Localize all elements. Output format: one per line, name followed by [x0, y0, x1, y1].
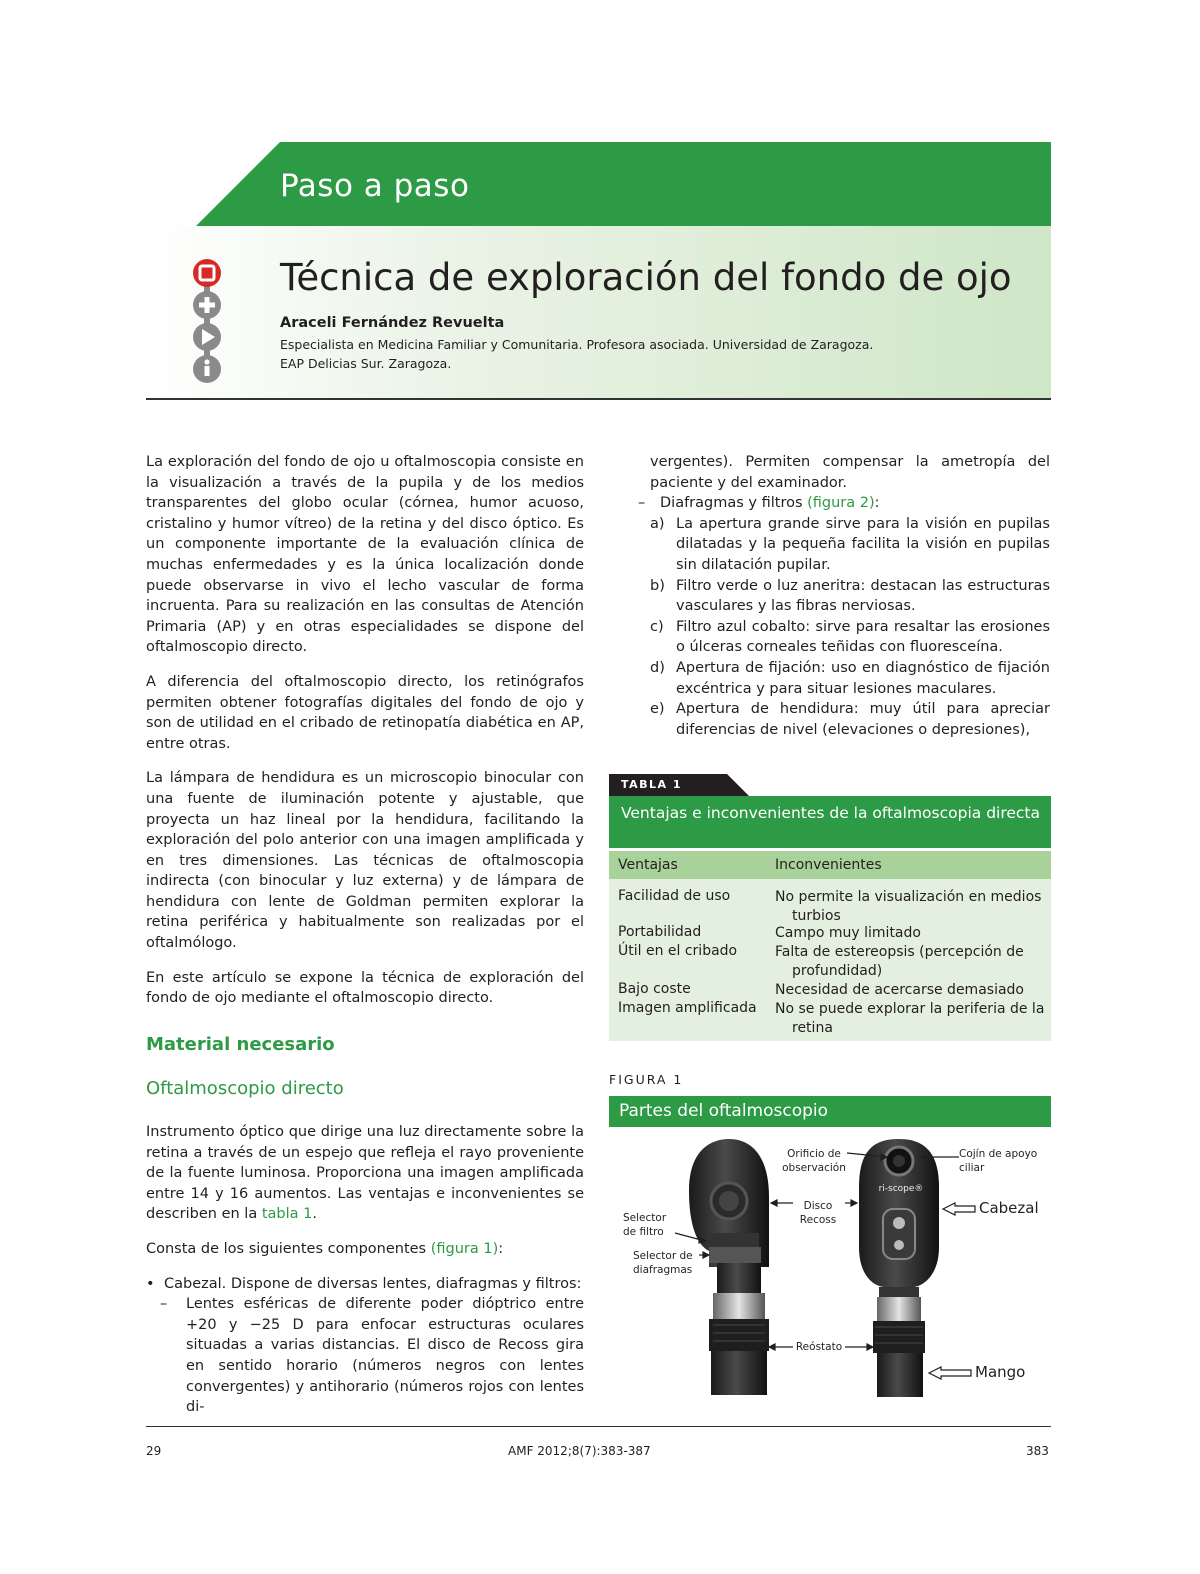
table-cell-inconveniente	[775, 924, 1047, 943]
list-item-a	[620, 514, 1050, 576]
paragraph-instrumento-end: .	[312, 1206, 317, 1223]
paragraph-instrumento-text: Instrumento óptico que dirige una luz directamente sobre la retina a través de un espejo que refleja el rayo proveniente de la fuente luminosa. Proporciona una imagen amplificada entre 14 y 16 aumentos. Las ventajas e inconvenientes se describen en la	[146, 1124, 584, 1223]
label-reostato: Reóstato	[795, 1341, 843, 1353]
table-cell-text-cont: turbios	[792, 907, 841, 924]
table-cell-text: Falta de estereopsis (percepción de	[775, 944, 1024, 960]
table-cell-ventaja: Útil en el cribado	[618, 943, 738, 959]
bullet-strong: Cabezal.	[164, 1275, 227, 1292]
stop-icon	[193, 259, 221, 287]
table-cell-text: No permite la visualización en medios	[775, 889, 1042, 905]
table-label-tab	[609, 774, 749, 796]
figure-header	[609, 1096, 1051, 1127]
table-cell-inconveniente	[775, 888, 1047, 925]
link-tabla-1[interactable]: tabla 1	[261, 1206, 313, 1223]
column-header-inconvenientes: Inconvenientes	[775, 857, 882, 873]
section-tag: Paso a paso	[280, 168, 470, 204]
dash-mark: –	[638, 495, 646, 512]
label-text: Cojín de apoyo	[959, 1148, 1038, 1160]
label-selector-filtro	[623, 1211, 679, 1239]
figure-label: FIGURA 1	[609, 1072, 684, 1087]
list-marker: c)	[650, 618, 664, 635]
ophthalmoscope-front-view	[859, 1139, 939, 1397]
table-label: TABLA 1	[621, 778, 683, 791]
table-column-headers	[609, 851, 1051, 879]
table-cell-text: Necesidad de acercarse demasiado	[775, 982, 1024, 998]
heading-material-necesario: Material necesario	[146, 1033, 335, 1055]
table-cell-text-cont: profundidad)	[792, 962, 883, 979]
paragraph-lampara: La lámpara de hendidura es un microscopio binocular con una fuente de iluminación potente y ajustable, que proyecta un haz lineal por la hendidura, facilitando la exploración del polo anterior con una imagen amplificada y en tres dimensiones. Las técnicas de oftalmoscopia indirecta (con binocular y luz externa) y de lámpara de hendidura con lente de Goldman permiten explorar la retina periférica y habitualmente son realizadas por el oftalmólogo.	[146, 770, 584, 952]
label-text: diafragmas	[633, 1264, 693, 1276]
label-cabezal: Cabezal	[979, 1199, 1039, 1217]
label-mango: Mango	[975, 1363, 1026, 1381]
heading-oftalmoscopio-directo: Oftalmoscopio directo	[146, 1078, 344, 1100]
table-cell-inconveniente	[775, 1000, 1047, 1037]
play-icon	[193, 323, 221, 351]
figure-title: Partes del oftalmoscopio	[619, 1101, 829, 1121]
left-column	[146, 452, 584, 1418]
column-header-ventajas: Ventajas	[618, 857, 678, 873]
paragraph-retinografos: A diferencia del oftalmoscopio directo, los retinógrafos permiten obtener fotografías digitales del fondo de ojo y son de utilidad en el cribado de retinopatía diabética en AP, entre otras.	[146, 673, 584, 752]
table-cell-inconveniente	[775, 981, 1047, 1000]
list-item-diafragmas-end: :	[874, 495, 880, 512]
list-item-lentes	[146, 1294, 584, 1418]
label-selector-diafragmas	[633, 1249, 699, 1277]
table-title: Ventajas e inconvenientes de la oftalmoscopia directa	[621, 804, 1041, 822]
table-cell-ventaja: Bajo coste	[618, 981, 691, 997]
paragraph-objetivo: En este artículo se expone la técnica de exploración del fondo de ojo mediante el oftalmoscopio directo.	[146, 969, 584, 1007]
label-text: Orificio de	[787, 1148, 841, 1160]
author-name: Araceli Fernández Revuelta	[280, 315, 505, 331]
table-cell-ventaja: Portabilidad	[618, 924, 702, 940]
footer-page-right: 383	[1026, 1444, 1049, 1458]
paragraph-intro: La exploración del fondo de ojo u oftalmoscopia consiste en la visualización a través de la pupila y de los medios transparentes del globo ocular (córnea, humor acuoso, cristalino y humor vítreo) de la retina y del disco óptico. Es un componente importante de la evaluación clínica de muchas enfermedades y es la única localización donde puede observarse in vivo el lecho vascular de forma incruenta. Para su realización en las consultas de Atención Primaria (AP) y en otras especialidades se dispone del oftalmoscopio directo.	[146, 454, 584, 656]
author-affiliation: Especialista en Medicina Familiar y Comunitaria. Profesora asociada. Universidad de Zaragoza.	[280, 337, 874, 352]
table-cell-inconveniente	[775, 943, 1047, 980]
title-panel	[146, 226, 1051, 398]
table-cell-text: No se puede explorar la periferia de la	[775, 1001, 1045, 1017]
footer-rule	[146, 1426, 1051, 1427]
ophthalmoscope-figure	[609, 1127, 1051, 1407]
label-cojin-apoyo-ciliar	[959, 1147, 1041, 1175]
list-item-diafragmas	[620, 493, 1050, 514]
list-item-text: Apertura de hendidura: muy útil para apreciar diferencias de nivel (elevaciones o depresiones),	[676, 701, 1050, 738]
ophthalmoscope-side-view	[689, 1139, 769, 1395]
plus-icon	[193, 291, 221, 319]
label-text: ciliar	[959, 1162, 985, 1174]
list-item-lentes-text: Lentes esféricas de diferente poder dióptrico entre +20 y −25 D para enfocar estructuras oculares situadas a varias distancias. El disco de Recoss gira en sentido horario (números negros con lentes convergentes) y antihorario (números rojos con lentes di-	[186, 1296, 584, 1416]
list-item-diafragmas-text: Diafragmas y filtros	[660, 495, 808, 512]
icon-stack	[190, 258, 224, 384]
label-text: Selector de	[633, 1250, 693, 1262]
link-figura-2[interactable]: (figura 2)	[807, 495, 875, 512]
paragraph-instrumento	[146, 1122, 584, 1225]
header-rule	[146, 398, 1051, 400]
list-item-b	[620, 576, 1050, 617]
brand-mark: ri-scope®	[878, 1184, 924, 1194]
list-item-cabezal	[146, 1274, 584, 1295]
bullet-mark: •	[146, 1275, 155, 1292]
footer-page-left: 29	[146, 1444, 162, 1458]
list-item-text: Apertura de fijación: uso en diagnóstico de fijación excéntrica y para situar lesiones maculares.	[676, 659, 1050, 697]
list-item-text: La apertura grande sirve para la visión en pupilas dilatadas y la pequeña facilita la visión en pupilas sin dilatación pupilar.	[676, 515, 1050, 573]
label-text: Disco	[803, 1200, 833, 1212]
right-column	[620, 452, 1050, 740]
label-disco-recoss	[793, 1199, 843, 1227]
label-text: Recoss	[799, 1214, 837, 1226]
label-text: observación	[782, 1162, 846, 1174]
label-text: Selector	[623, 1212, 667, 1224]
paragraph-componentes-text: Consta de los siguientes componentes	[146, 1241, 431, 1257]
table-cell-text-cont: retina	[792, 1019, 833, 1036]
bullet-text: Dispone de diversas lentes, diafragmas y filtros:	[226, 1275, 582, 1292]
list-marker: e)	[650, 701, 665, 718]
table-body	[609, 879, 1051, 1041]
list-item-c	[620, 617, 1050, 658]
list-marker: a)	[650, 515, 665, 532]
list-marker: d)	[650, 659, 665, 676]
list-item-e	[620, 699, 1050, 740]
page-title: Técnica de exploración del fondo de ojo	[280, 256, 1012, 299]
paragraph-continuation: vergentes). Permiten compensar la ametropía del paciente y del examinador.	[650, 454, 1050, 491]
list-item-text: Filtro verde o luz aneritra: destacan las estructuras vasculares y las fibras nerviosas.	[676, 577, 1050, 615]
table-header	[609, 796, 1051, 848]
list-marker: b)	[650, 577, 665, 594]
table-cell-text: Campo muy limitado	[775, 925, 921, 941]
link-figura-1[interactable]: (figura 1)	[430, 1241, 499, 1257]
list-item-d	[620, 658, 1050, 699]
list-item-text: Filtro azul cobalto: sirve para resaltar las erosiones o úlceras corneales teñidas con fluoresceína.	[676, 618, 1050, 656]
author-workplace: EAP Delicias Sur. Zaragoza.	[280, 356, 452, 371]
paragraph-componentes	[146, 1239, 584, 1260]
footer-citation: AMF 2012;8(7):383-387	[508, 1444, 651, 1458]
label-orificio-observacion	[775, 1147, 853, 1175]
label-text: de filtro	[623, 1226, 664, 1238]
paragraph-componentes-end: :	[498, 1241, 504, 1257]
info-icon	[193, 355, 221, 383]
table-cell-ventaja: Facilidad de uso	[618, 888, 731, 904]
dash-mark: –	[160, 1296, 168, 1313]
table-cell-ventaja: Imagen amplificada	[618, 1000, 757, 1016]
